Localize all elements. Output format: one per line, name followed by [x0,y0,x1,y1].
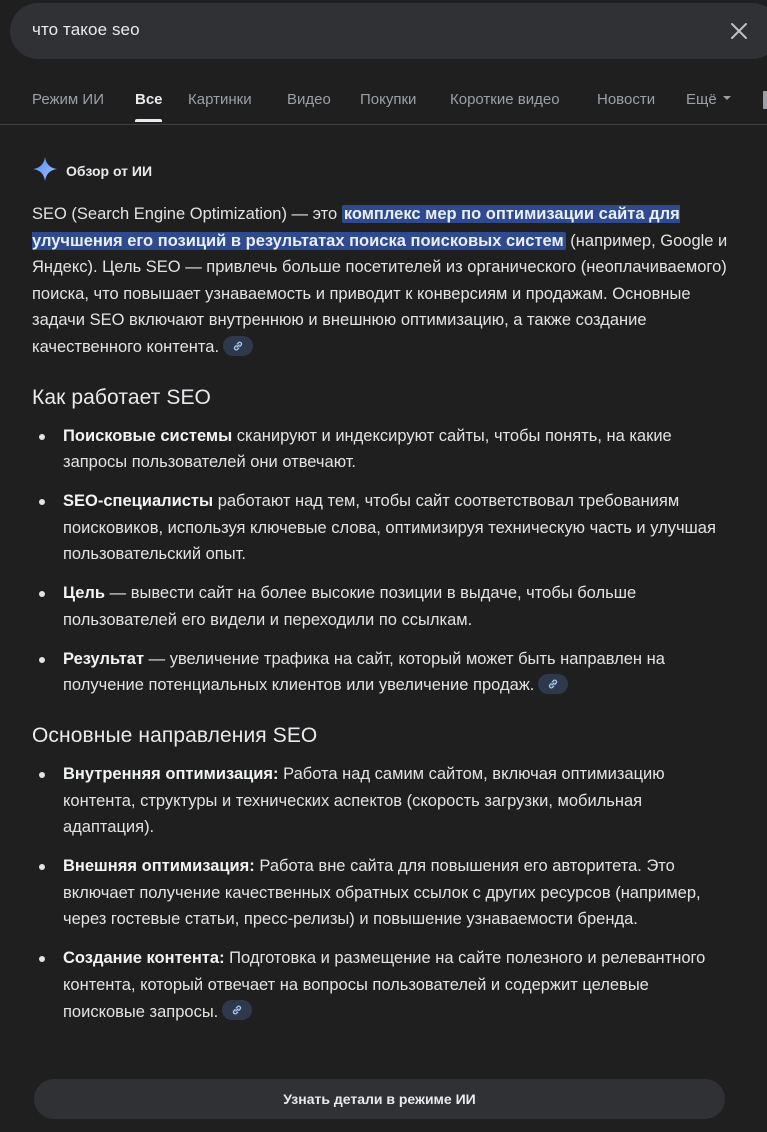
list-item-text: работают над тем, чтобы сайт соответствовал требованиям поисковиков, используя ключевые слова, оптимизируя техническую часть и улучшая пользовательский опыт. [63,492,716,564]
list-item [32,646,732,699]
link-icon [231,1004,243,1016]
tab-overflow-edge [763,91,767,109]
source-link-button[interactable] [223,336,253,356]
list-item-text: сканируют и индексируют сайты, чтобы понять, на какие запросы пользователей они отвечают. [63,426,672,472]
active-tab-indicator [135,119,162,122]
list-item [32,423,732,476]
intro-paragraph [32,201,732,361]
list-item-term: Цель [63,584,106,603]
list-item-term: Поисковые системы [63,426,233,445]
tab-more[interactable] [686,91,731,108]
ai-overview-title: Обзор от ИИ [66,163,153,179]
ai-overview-content [32,201,732,1038]
ai-mode-details-button[interactable]: Узнать детали в режиме ИИ [34,1079,725,1119]
list-item [32,488,732,568]
tab-all[interactable]: Все [135,91,163,108]
section-heading-how-it-works: Как работает SEO [32,385,211,409]
tab-short-videos[interactable]: Короткие видео [450,91,560,108]
list-item-text: Работа вне сайта для повышения его авторитета. Это включает получение качественных обратных ссылок с других ресурсов (например, через гостевые статьи, пресс-релизы) и повышение узнаваемости бренда. [63,857,701,929]
tab-news[interactable]: Новости [597,91,656,108]
close-icon[interactable] [728,20,750,42]
how-it-works-list [32,423,732,700]
link-icon [232,340,244,352]
source-link-button[interactable] [222,1000,252,1020]
intro-text-after: (например, Google и Яндекс). Цель SEO — привлечь больше посетителей из органического (неоплачиваемого) поиска, что повышает узнаваемость и приводит к конверсиям и продажам. Основные задачи SEO включают внутреннюю и внешнюю оптимизацию, а также создание качественного контента. [32,231,728,356]
list-item-term: Создание контента: [63,949,225,968]
list-item-text: Подготовка и размещение на сайте полезного и релевантного контента, который отвечает на вопросы пользователей и содержит целевые поисковые запросы. [63,949,706,1021]
source-link-button[interactable] [538,674,568,694]
search-tabs [0,78,767,125]
list-item-term: Внутренняя оптимизация: [63,765,279,784]
list-item [32,580,732,633]
intro-text-before: SEO (Search Engine Optimization) — это [32,205,342,223]
list-item [32,761,732,841]
tab-shopping[interactable]: Покупки [360,91,417,108]
list-item-term: SEO-специалисты [63,492,214,511]
tab-video[interactable]: Видео [287,91,331,108]
ai-overview-header [32,158,152,184]
search-bar[interactable] [10,3,767,59]
list-item-text: — увеличение трафика на сайт, который может быть направлен на получение потенциальных клиентов или увеличение продаж. [63,649,665,695]
section-heading-main-directions: Основные направления SEO [32,724,318,748]
tab-images[interactable]: Картинки [188,91,252,108]
list-item-term: Внешняя оптимизация: [63,857,255,876]
intro-highlight[interactable]: комплекс мер по оптимизации сайта для улучшения его позиций в результатах поиска поисковых систем [32,205,680,250]
list-item-text: — вывести сайт на более высокие позиции в выдаче, чтобы больше пользователей его видели и переходили по ссылкам. [63,584,637,629]
search-input[interactable]: что такое seo [32,20,140,39]
link-icon [547,678,559,690]
chevron-down-icon [723,96,731,100]
list-item [32,853,732,933]
tab-ai-mode[interactable]: Режим ИИ [32,91,104,108]
list-item [32,945,732,1025]
gemini-sparkle-icon [32,156,58,187]
main-directions-list [32,761,732,1025]
list-item-term: Результат [63,649,145,668]
tab-more-label: Ещё [686,91,717,108]
list-item-text: Работа над самим сайтом, включая оптимизацию контента, структуры и технических аспектов (скорость загрузки, мобильная адаптация). [63,765,665,837]
